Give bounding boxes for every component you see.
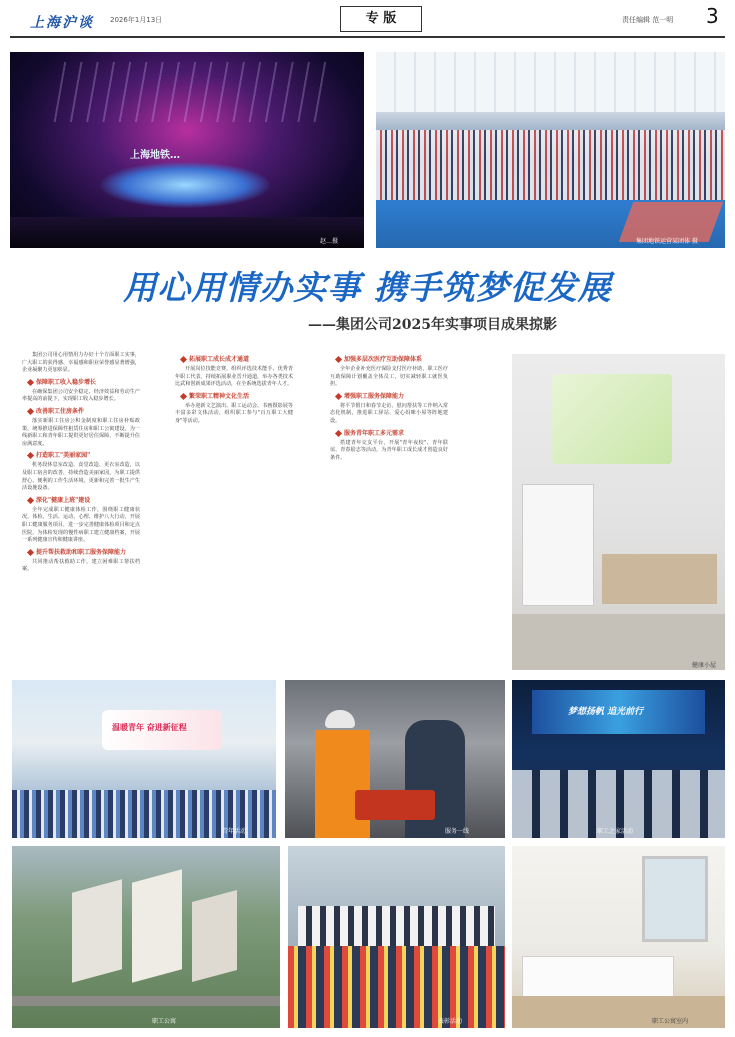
- building-3: [192, 890, 237, 982]
- section-heading-6: 拓展职工成长成才通道: [175, 355, 293, 364]
- article-column-3: [330, 352, 448, 672]
- page-number: 3: [706, 4, 719, 28]
- section-heading-9: 增强职工服务保障能力: [330, 392, 448, 401]
- section-heading-5: 提升帮扶救助和职工服务保障能力: [22, 548, 140, 557]
- group-photo: [288, 846, 505, 1028]
- building-2: [132, 869, 182, 982]
- worker-photo: [285, 680, 505, 838]
- audience: [10, 217, 364, 248]
- group-back-row: [298, 906, 495, 946]
- wall-sign: [552, 374, 672, 464]
- bed: [602, 554, 717, 604]
- arch-banner-text: 温暖青年 奋进新征程: [112, 723, 187, 732]
- issue-date: 2026年1月13日: [110, 16, 163, 24]
- gym-photo-credit: 集团地铁运营某团体 摄: [636, 238, 698, 245]
- group-photo-credit: 表彰活动: [438, 1018, 463, 1025]
- gym-roof: [376, 52, 725, 112]
- section-heading-3: 打造职工"美丽家园": [22, 451, 140, 460]
- forum-banner-text: 梦想扬帆 追光前行: [568, 707, 644, 717]
- cabinet: [522, 484, 594, 606]
- dorm-room-credit: 职工公寓室内: [652, 1018, 689, 1025]
- dorm-room-photo: [512, 846, 725, 1028]
- stage-photo: [10, 52, 364, 248]
- dorm-window: [642, 856, 708, 942]
- forum-photo-credit: 职工之家活动: [597, 828, 634, 835]
- section-heading-7: 繁荣职工精神文化生活: [175, 392, 293, 401]
- worker-photo-credit: 服务一线: [445, 828, 470, 835]
- forum-photo: [512, 680, 725, 838]
- staff-member: [405, 720, 465, 838]
- housing-aerial-photo: [12, 846, 280, 1028]
- masthead-rule: [10, 36, 725, 38]
- building-1: [72, 879, 122, 982]
- health-room-credit: 健康小屋: [692, 662, 717, 669]
- section-body-2: 落实新职工住房公积金制度和职工住房补贴政策，统筹推进保障性租赁住房和职工公寓建设，为一线新职工和青年职工提供更好居住保障，不断提升住房满意度。: [22, 417, 140, 447]
- youth-event-credit: 青年活动: [222, 828, 247, 835]
- section-heading-2: 改善职工住房条件: [22, 407, 140, 416]
- subhead: [0, 314, 735, 334]
- dorm-bed: [522, 956, 674, 998]
- section-body-8: 全年企业补充医疗保险支付医疗补助，职工医疗互助保障计划覆盖全体员工，切实减轻职工就医负担。: [330, 366, 448, 388]
- section-body-3: 机务段休息室改造、食堂改造、更衣室改造，以及职工宿舍的改善，持续营造美丽家园，为职工提供舒心、便利的工作生活环境，更新和完善一批生产生活设施设备。: [22, 462, 140, 492]
- section-heading-8: 加强多层次医疗互助保障体系: [330, 355, 448, 364]
- gym-crowd: [376, 130, 725, 200]
- dorm-floor: [512, 996, 725, 1028]
- section-label: 专 版: [340, 6, 422, 32]
- section-heading-1: 保障职工收入稳步增长: [22, 378, 140, 387]
- section-body-10: 搭建青年交友平台，开展"青年夜校"、青年联谊、青春励志等活动，为青年职工成长成才创造良好条件。: [330, 439, 448, 461]
- section-body-5: 共同推动帮扶救助工作，建立困难职工帮扶档案。: [22, 558, 140, 573]
- youth-event-photo: [12, 680, 276, 838]
- road: [12, 996, 280, 1006]
- worker-helmet: [325, 710, 355, 728]
- group-front-row: [288, 946, 505, 1028]
- editor-credit: 责任编辑 范一明: [622, 16, 674, 24]
- section-body-1: 在确保集团公司安全稳定、经济效益和劳动生产率提高的前提下，实现职工收入稳步增长。: [22, 388, 140, 403]
- section-body-6: 开展岗位技能竞赛，组织评选技术能手、优秀青年职工代表，持续拓展职业晋升通道，举办各类技术比武和创新成果评选活动，在全系统选拔青年人才。: [175, 366, 293, 388]
- section-heading-4: 深化"健康上班"建设: [22, 496, 140, 505]
- stage-platform: [100, 162, 270, 208]
- section-heading-10: 服务青年职工多元需求: [330, 429, 448, 438]
- stage-lights: [50, 62, 330, 122]
- article-intro: 集团公司用心用情用力办好十个方面职工实事，广大职工的获得感、幸福感和职业荣誉感显著增强，企业凝聚力更加彰显。: [22, 352, 140, 374]
- stage-sign: 上海地铁…: [130, 150, 180, 161]
- health-room-photo: [512, 354, 725, 670]
- section-body-9: 将平节假日和春节走访、慰问帮扶等工作纳入常态化机制，推进职工驿站、爱心妈咪小屋等阵地建设。: [330, 402, 448, 424]
- newspaper-brand: 上海沪谈: [30, 15, 94, 31]
- headline: 用心用情办实事 携手筑梦促发展: [123, 268, 612, 307]
- worker-body: [315, 730, 370, 838]
- housing-photo-credit: 职工公寓: [152, 1018, 177, 1025]
- section-body-4: 全年完成职工健康体检工作，围绕职工健康状况，体检、生活、运动、心理、维护八大行动，开展职工健康服务项目，进一步完善健康体检项目和定点医院，为体检发现的慢性病职工建立健康档案，开展一系列健康宣传和健康讲座。: [22, 506, 140, 544]
- food-box: [355, 790, 435, 820]
- gym-photo: [376, 52, 725, 248]
- stage-photo-credit: 赵…摄: [320, 238, 339, 245]
- subhead-text: ——集团公司2025年实事项目成果掠影: [308, 317, 557, 333]
- section-body-7: 举办迎新文艺演出、职工运动会、书画摄影展等丰富多彩文体活动，组织职工参与"百万职工大健身"等活动。: [175, 402, 293, 424]
